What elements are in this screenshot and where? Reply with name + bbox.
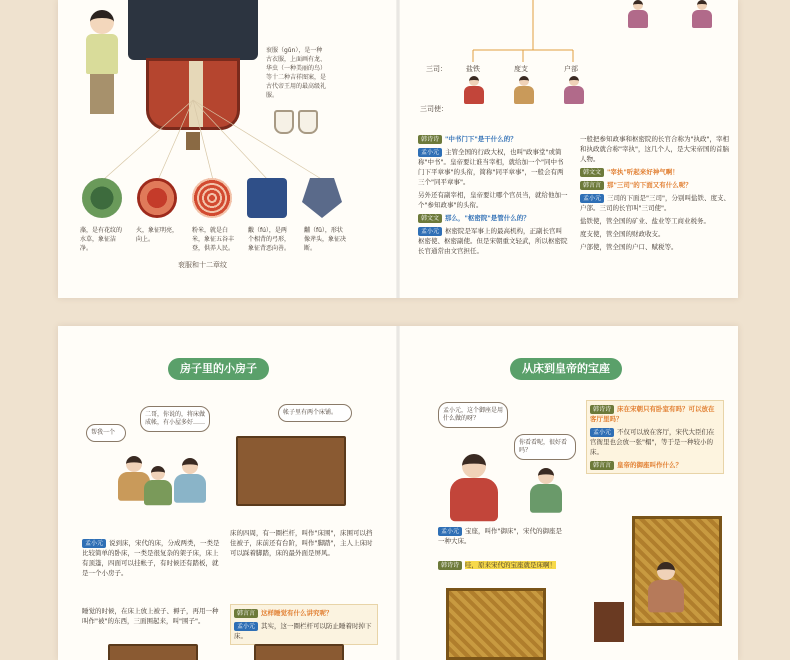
qa-column-left: 韩诗诗 "中书门下"是干什么的？ 孟小元 主管全国的行政大权，也叫"政事堂"或简称"中书"。皇帝要让谁当宰相，就给加一个"同中书门下平章事"的头衔，简称"同平章事"，一般会有两三个"同平章事"。 另外还有副宰相，皇帝要让哪个官员当，就给他加一个"参知政事"的头衔。 韩文文 那么，"枢密院"是管什么的？ 孟小元 枢密院是军事上的最高机构，正副长官叫枢密使、枢密副使。但是宋朝重文轻武，所以枢密院长官通常由文官担任。 [418,135,568,255]
page-officials [398,0,738,298]
page-robe [58,0,398,298]
official-figure [692,0,712,28]
canopy-bed-illustration [236,436,346,506]
waterweed-icon [82,178,122,218]
paragraph: 床的四周，有一圈栏杆，叫作"床围"，床围可以挡住被子，床前还有台阶，叫作"脚踏"，主人上床时可以踩着脚踏，床的最外面是屏风。 [230,529,373,557]
official-figure [628,0,648,28]
highlight-line: 韩诗诗 哇，原来宋代的宝座就是床啊！ [438,560,568,570]
section-banner: 房子里的小房子 [168,358,269,380]
official-figure [464,76,484,104]
section-banner: 从床到皇帝的宝座 [510,358,622,380]
symbol-desc: 黼（fǔ），形状像斧头，象征决断。 [304,227,347,252]
page-house-bed [58,326,398,660]
official-figure [564,76,584,104]
connector-lines [58,0,398,298]
page-throne [398,326,738,660]
fu-symbol-icon [247,178,287,218]
bed-frame-illustration [108,644,198,660]
qa-box: 韩诗诗 床在宋朝只有卧室有吗？可以放在客厅里吗？ 孟小元 不仅可以放在客厅，宋代大臣们在官衙里也会放一张"榻"，等于是一种较小的床。 韩言言 皇帝的御座叫作什么？ [586,400,724,474]
speech-bubble: 你看看呢，很好看吗？ [514,434,576,460]
paragraph: 孟小元 说到床，宋代的床，分成两类，一类是比较简单的卧床，一类是很复杂的架子床，床上有顶篷，四面可以挂帐子，有时候还有踏板，就是一个小房子。 [82,539,220,577]
official-figure [648,562,684,612]
org-label-sansishi: 三司使： [420,105,448,113]
org-label-duzhi: 度支 [514,65,528,73]
org-label-hubu: 户部 [564,65,578,73]
children-illustration [114,446,204,532]
qa-column-right: 一般把参知政事和枢密院的长官合称为"执政"，宰相和执政就合称"宰执"，这几个人，是大宋帝国的首脑人物。 韩文文 "宰执"听起来好神气啊！ 韩言言 那"三司"的下面又有什么呢？ 孟小元 三司的下面是"三司"，分别叫盐铁、度支、户部。三司的长官叫"三司使"。 盐铁使，管全国的矿业、盐业等工商业税务。 度支使，管全国的财政收支。 户部使，管全国的户口、赋税等。 [580,135,730,251]
question-box: 韩言言 这样睡觉有什么讲究呢？ 孟小元 其实，这一圈栏杆可以防止睡着时掉下床。 [230,604,378,645]
figure-caption: 衮服和十二章纹 [178,261,227,269]
bed-frame-illustration [254,644,344,660]
speech-bubble: 帮我一个 [86,424,126,442]
paragraph: 孟小元 宝座，叫作"御床"，宋代的御座是一种大床。 [438,527,562,545]
rice-icon [192,178,232,218]
official-child-illustration [446,454,566,520]
org-label-sansi: 三司： [426,65,447,73]
org-chart [398,0,738,130]
throne-illustration [446,588,546,660]
speech-bubble: 二哥，你说的，将床做成帐，有小屋多好…… [140,406,210,432]
symbol-desc: 火，象征明亮，向上。 [136,227,179,243]
symbols-row [82,178,342,218]
symbol-desc: 藻，是有花纹的水草，象征洁净。 [80,227,123,252]
speech-bubble: 孟小元，这个御座是用什么做的呀？ [438,402,508,428]
axe-icon [302,178,342,218]
official-figure [514,76,534,104]
org-label-yantie: 盐铁 [466,65,480,73]
paragraph: 睡觉的时候，在床上放上被子、褥子，再用一种叫作"被"的东西，三面围起来，叫"围子"。 [82,607,219,625]
symbol-desc: 粉米，就是白米，象征五谷丰登，供养人民。 [192,227,235,252]
symbol-desc: 黻（fú），是两个相背的弓形，象征背恶向善。 [248,227,291,252]
chair-illustration [594,602,624,642]
speech-bubble: 帐子里有两个床铺。 [278,404,352,422]
bottom-spread [58,326,738,660]
top-spread [58,0,738,298]
robe-note: 衮服（gǔn），是一种古衣服，上面画有龙、华虫（一种美丽的鸟）等十二种吉祥图案，是古代帝王用的最高级礼服。 [266,47,327,99]
fire-icon [137,178,177,218]
